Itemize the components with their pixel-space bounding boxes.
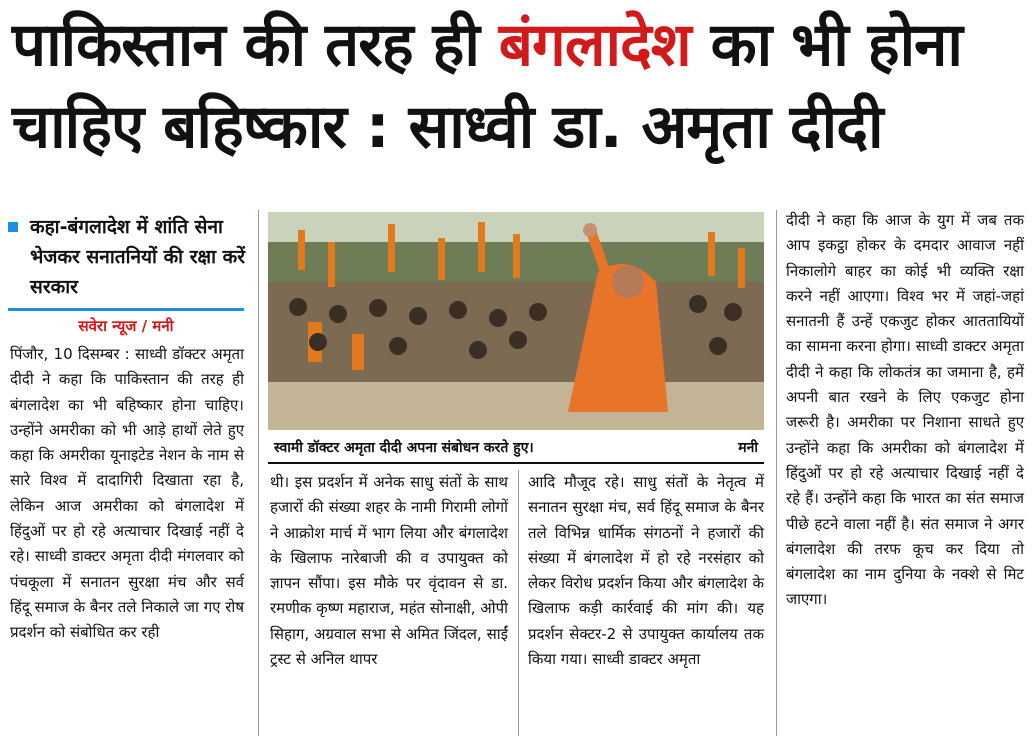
headline-part-1: पाकिस्तान की तरह ही xyxy=(12,10,499,80)
subheading-divider xyxy=(8,308,244,311)
subheading: कहा-बंगलादेश में शांति सेना भेजकर सनातनियों की रक्षा करें सरकार xyxy=(30,216,246,298)
protest-crowd-image xyxy=(268,212,764,430)
headline-highlight: बंगलादेश xyxy=(498,10,691,80)
headline xyxy=(12,4,1022,168)
article-column-1: पिंजौर, 10 दिसम्बर : साध्वी डॉक्टर अमृता दीदी ने कहा कि पाकिस्तान की तरह ही बंगलादेश का भी बहिष्कार होना चाहिए। उन्होंने अमरीका को भी आड़े हाथों लेते हुए कहा कि अमरीका यूनाइटेड नेशन के नाम से सारे विश्व में दादागिरी दिखाता रहा है, लेकिन आज अमरीका को बंगलादेश में हिंदुओं पर हो रहे अत्याचार दिखाई नहीं दे रहे। साध्वी डाक्टर अमृता दीदी मंगलवार को पंचकूला में सनातन सुरक्षा मंच और सर्व हिंदू समाज के बैनर तले निकाले जा गए रोष प्रदर्शन को संबोधित कर रही xyxy=(10,345,244,642)
subheading-block xyxy=(8,212,248,302)
article-column-4: दीदी ने कहा कि आज के युग में जब तक आप इकट्ठा होकर के दमदार आवाज नहीं निकालोगे बाहर का कोई भी व्यक्ति रक्षा करने नहीं आएगा। विश्व भर में जहां-जहां सनातनी हैं उन्हें एकजुट होकर आततायियों का सामना करना होगा। साध्वी डाक्टर अमृता दीदी ने कहा कि लोकतंत्र का जमाना है, हमें अपनी बात रखने के लिए एकजुट होना जरूरी है। अमरीका पर निशाना साधते हुए उन्होंने कहा कि अमरीका को बंगलादेश में हिंदुओं पर हो रहे अत्याचार दिखाई नहीं दे रहे हैं। उन्होंने कहा कि भारत का संत समाज पीछे हटने वाला नहीं है। संत समाज ने अगर बंगलादेश की तरफ कूच कर दिया तो बंगलादेश का नाम दुनिया के नक्शे से मिट जाएगा। xyxy=(786,211,1024,609)
news-photo xyxy=(268,212,764,430)
bullet-square-icon xyxy=(8,222,18,232)
photo-caption: स्वामी डॉक्टर अमृता दीदी अपना संबोधन करते हुए। xyxy=(274,440,534,456)
column-divider xyxy=(776,210,777,736)
photo-caption-bar xyxy=(268,432,764,464)
column-divider xyxy=(258,210,259,736)
byline: सवेरा न्यूज / मनी xyxy=(78,317,174,335)
photo-credit: मनी xyxy=(738,440,758,456)
article-column-2: थी। इस प्रदर्शन में अनेक साधु संतों के साथ हजारों की संख्या शहर के नामी गिरामी लोगों ने आक्रोश मार्च में भाग लिया और बंगलादेश के खिलाफ नारेबाजी की व उपायुक्त को ज्ञापन सौंपा। इस मौके पर वृंदावन से डा. रमणीक कृष्ण महाराज, महंत सोनाक्षी, ओपी सिहाग, अग्रवाल सभा से अमित जिंदल, साईं ट्रस्ट से अनिल थापर xyxy=(270,473,509,669)
headline-part-2: का भी होना चाहिए बहिष्कार : साध्वी डा. अमृता दीदी xyxy=(12,10,962,162)
article-column-3: आदि मौजूद रहे। साधु संतों के नेतृत्व में सनातन सुरक्षा मंच, सर्व हिंदू समाज के बैनर तले विभिन्न धार्मिक संगठनों ने हजारों की संख्या में बंगलादेश में हो रहे नरसंहार को लेकर विरोध प्रदर्शन किया और बंगलादेश के खिलाफ कड़ी कार्रवाई की मांग की। यह प्रदर्शन सेक्टर-2 से उपायुक्त कार्यालय तक किया गया। साध्वी डाक्टर अमृता xyxy=(528,473,764,669)
column-divider xyxy=(518,470,519,736)
